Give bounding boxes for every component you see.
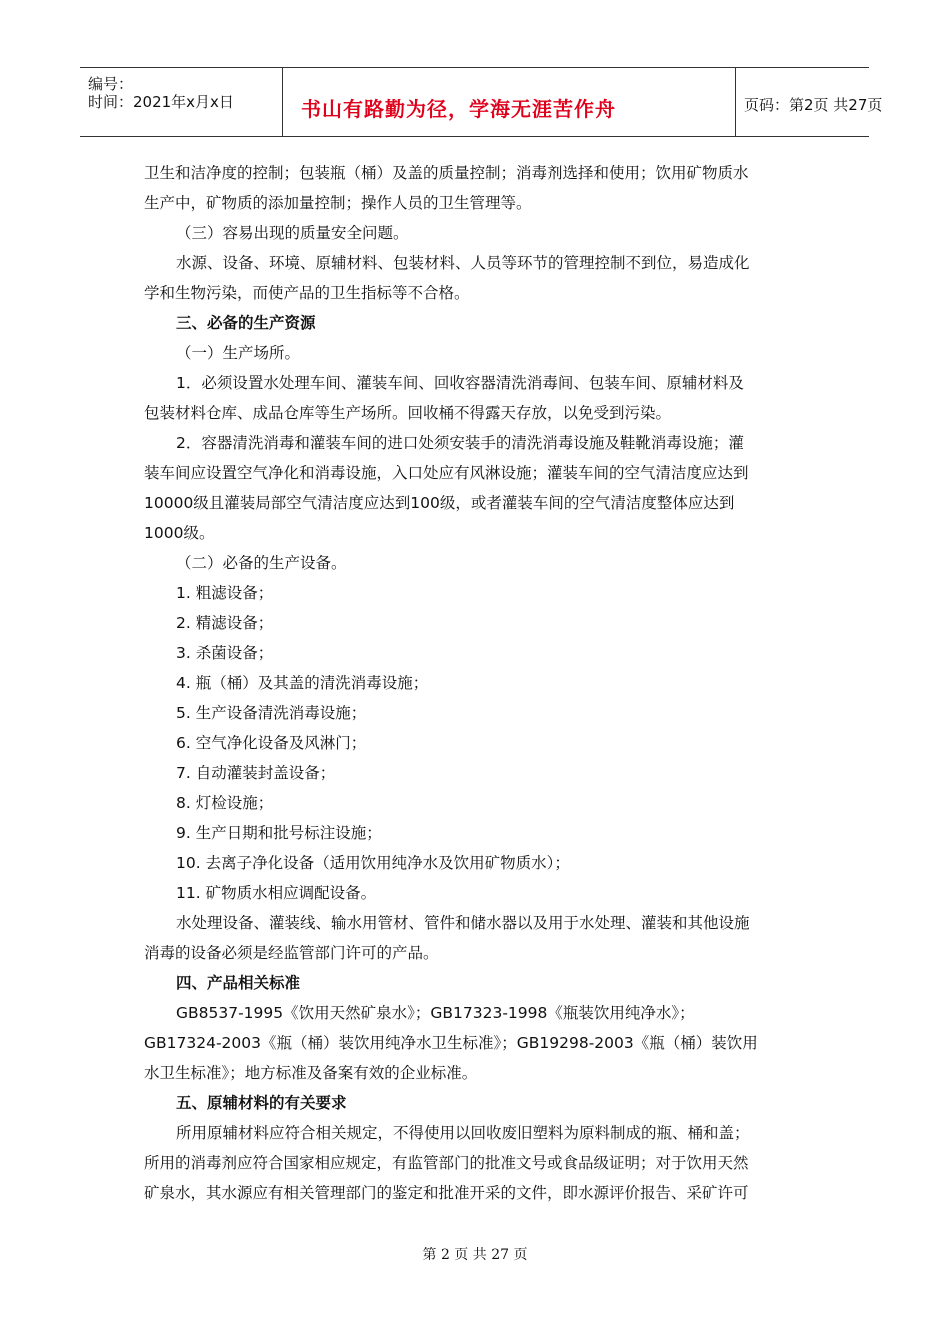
text-line: 水处理设备、灌装线、输水用管材、管件和储水器以及用于水处理、灌装和其他设施 (176, 914, 750, 932)
text-line: 三、必备的生产资源 (176, 314, 316, 332)
paragraph (144, 248, 804, 308)
paragraph (144, 668, 804, 698)
header-page-info: 页码：第2页 共27页 (744, 96, 883, 114)
text-line: （一）生产场所。 (176, 344, 301, 362)
header-motto: 书山有路勤为径，学海无涯苦作舟 (301, 97, 616, 121)
paragraph (144, 548, 804, 578)
text-line: 4. 瓶（桶）及其盖的清洗消毒设施； (176, 674, 429, 692)
text-line: 11. 矿物质水相应调配设备。 (176, 884, 377, 902)
paragraph (144, 728, 804, 758)
header-page-cell (736, 68, 883, 136)
text-line: 所用原辅材料应符合相关规定，不得使用以回收废旧塑料为原料制成的瓶、桶和盖； (176, 1124, 750, 1142)
text-line: 5. 生产设备清洗消毒设施； (176, 704, 367, 722)
paragraph (144, 608, 804, 638)
section-heading (144, 308, 804, 338)
text-line: 包装材料仓库、成品仓库等生产场所。回收桶不得露天存放，以免受到污染。 (144, 404, 672, 422)
text-line: 卫生和洁净度的控制；包装瓶（桶）及盖的质量控制；消毒剂选择和使用；饮用矿物质水 (144, 164, 749, 182)
text-line: 1. 粗滤设备； (176, 584, 274, 602)
paragraph (144, 338, 804, 368)
text-line: 学和生物污染，而使产品的卫生指标等不合格。 (144, 284, 470, 302)
text-line: 水卫生标准》；地方标准及备案有效的企业标准。 (144, 1064, 478, 1082)
text-line: 3. 杀菌设备； (176, 644, 274, 662)
text-line: 所用的消毒剂应符合国家相应规定，有监管部门的批准文号或食品级证明；对于饮用天然 (144, 1154, 749, 1172)
paragraph (144, 788, 804, 818)
paragraph (144, 428, 804, 548)
paragraph (144, 758, 804, 788)
paragraph (144, 218, 804, 248)
paragraph (144, 878, 804, 908)
paragraph (144, 368, 804, 428)
paragraph (144, 638, 804, 668)
header-motto-cell (283, 68, 736, 136)
text-line: 9. 生产日期和批号标注设施； (176, 824, 382, 842)
text-line: 矿泉水，其水源应有相关管理部门的鉴定和批准开采的文件，即水源评价报告、采矿许可 (144, 1184, 749, 1202)
text-line: 消毒的设备必须是经监管部门许可的产品。 (144, 944, 439, 962)
header-meta-cell (80, 68, 283, 136)
paragraph (144, 578, 804, 608)
paragraph (144, 158, 804, 218)
text-line: （三）容易出现的质量安全问题。 (176, 224, 409, 242)
text-line: 水源、设备、环境、原辅材料、包装材料、人员等环节的管理控制不到位，易造成化 (176, 254, 750, 272)
text-line: （二）必备的生产设备。 (176, 554, 347, 572)
text-line: 10. 去离子净化设备（适用饮用纯净水及饮用矿物质水）； (176, 854, 570, 872)
text-line: 8. 灯检设施； (176, 794, 274, 812)
text-line: 2. 精滤设备； (176, 614, 274, 632)
paragraph (144, 998, 804, 1088)
text-line: 10000级且灌装局部空气清洁度应达到100级，或者灌装车间的空气清洁度整体应达到 (144, 494, 735, 512)
paragraph (144, 818, 804, 848)
paragraph (144, 848, 804, 878)
text-line: 装车间应设置空气净化和消毒设施，入口处应有风淋设施；灌装车间的空气清洁度应达到 (144, 464, 749, 482)
page-footer: 第 2 页 共 27 页 (422, 1247, 528, 1263)
paragraph (144, 1118, 804, 1208)
page-header (80, 67, 883, 137)
text-line: 2．容器清洗消毒和灌装车间的进口处须安装手的清洗消毒设施及鞋靴消毒设施；灌 (176, 434, 744, 452)
section-heading (144, 968, 804, 998)
text-line: 四、产品相关标准 (176, 974, 301, 992)
section-heading (144, 1088, 804, 1118)
text-line: 五、原辅材料的有关要求 (176, 1094, 347, 1112)
paragraph (144, 908, 804, 968)
text-line: GB8537-1995《饮用天然矿泉水》；GB17323-1998《瓶装饮用纯净水》； (176, 1004, 695, 1022)
text-line: GB17324-2003《瓶（桶）装饮用纯净水卫生标准》；GB19298-2003《瓶（桶）装饮用 (144, 1034, 758, 1052)
text-line: 6. 空气净化设备及风淋门； (176, 734, 367, 752)
document-date-label: 时间：2021年x月x日 (88, 93, 234, 111)
text-line: 1．必须设置水处理车间、灌装车间、回收容器清洗消毒间、包装车间、原辅材料及 (176, 374, 744, 392)
document-body (144, 158, 804, 1208)
text-line: 1000级。 (144, 524, 215, 542)
text-line: 7. 自动灌装封盖设备； (176, 764, 336, 782)
document-number-label: 编号： (88, 75, 134, 93)
paragraph (144, 698, 804, 728)
text-line: 生产中，矿物质的添加量控制；操作人员的卫生管理等。 (144, 194, 532, 212)
